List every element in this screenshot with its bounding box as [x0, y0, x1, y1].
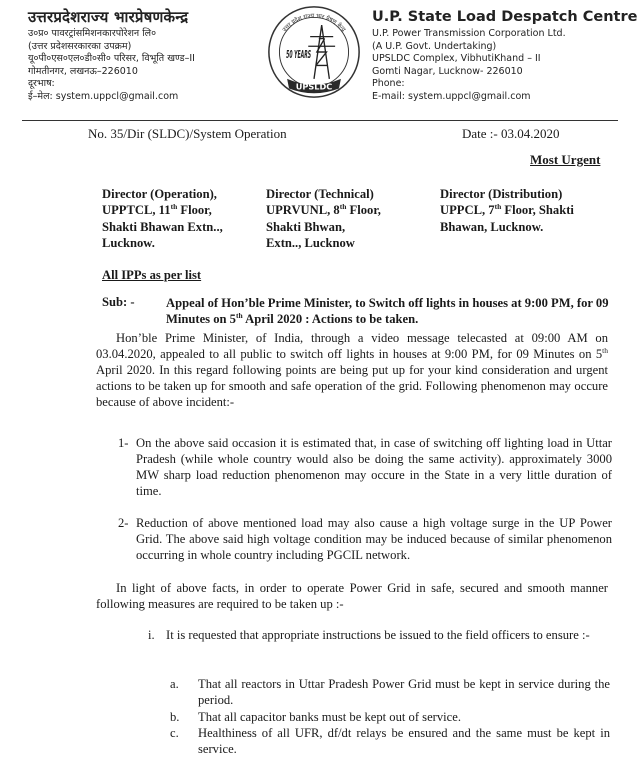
subitem-text: That all capacitor banks must be kept out of service. [198, 710, 461, 724]
addressee-operation [102, 186, 262, 252]
measure-subitem [170, 725, 610, 757]
addressee-line: Lucknow. [102, 236, 155, 251]
letterhead-hindi-line: (उत्तर प्रदेशसरकारका उपक्रम) [28, 40, 132, 52]
addressee-line: Bhawan, Lucknow. [440, 219, 544, 234]
subitem-text: Healthiness of all UFR, df/dt relays be ensured and the same must be kept in service. [198, 726, 610, 756]
measure-text: It is requested that appropriate instructions be issued to the field officers to ensure :- [166, 628, 590, 642]
addressee-distribution [440, 186, 626, 235]
letter-date: Date :- 03.04.2020 [462, 126, 560, 141]
subitem-letter: a. [170, 677, 179, 691]
logo-ring-text: उत्तर प्रदेश राज्य भार प्रेषण केन्द्र [281, 13, 347, 34]
addressee-title: Director (Distribution) [440, 187, 563, 201]
intro-paragraph: Hon’ble Prime Minister, of India, through a video message telecasted at 09:00 AM on 03.04.2020, appealed to all public to switch off lights in houses at 9:00 PM, for 09 Minutes on 5th April 2020. In this regard following points are being put up for your kind consideration and urgent actions to be taken up for smooth and safe operation of the grid. Following phenomenon may occure because of above incident:- [96, 331, 608, 409]
letterhead-hindi-line: दूरभाष: [28, 78, 55, 90]
letterhead-hindi-line: गोमतीनगर, लखनऊ–226010 [28, 65, 138, 77]
urgency-label: Most Urgent [530, 152, 601, 167]
letterhead-hindi [28, 6, 268, 104]
addressee-line: UPRVUNL, 8th Floor, [266, 202, 381, 218]
point-item [118, 515, 612, 563]
letterhead-hindi-line: यू०पी०एस०एल०डी०सी० परिसर, विभूति खण्ड–II [28, 53, 195, 65]
point-text: On the above said occasion it is estimated that, in case of switching off lighting load in Uttar Pradesh (while whole country would also be doing the same activity). approximately 3000 MW sharp load reduction phenomenon may occure in the State in a very little duration of time. [136, 436, 612, 498]
reference-number: No. 35/Dir (SLDC)/System Operation [88, 126, 287, 141]
measure-subitem [170, 709, 610, 725]
subitem-text: That all reactors in Uttar Pradesh Power Grid must be kept in service during the period. [198, 677, 610, 707]
subitem-letter: c. [170, 726, 179, 740]
letterhead-english-line: UPSLDC Complex, VibhutiKhand – II [372, 53, 541, 65]
upsldc-logo [266, 4, 362, 100]
letterhead-hindi-email: ई–मेल: system.uppcl@gmail.com [28, 90, 179, 102]
point-item [118, 435, 612, 499]
addressee-line: UPPTCL, 11th Floor, [102, 202, 212, 218]
letterhead-english-line: Gomti Nagar, Lucknow- 226010 [372, 65, 523, 77]
point-number: 1- [118, 436, 129, 450]
letterhead-english-line: Phone: [372, 78, 405, 90]
point-text: Reduction of above mentioned load may also cause a high voltage surge in the UP Power Grid. The above said high voltage condition may be induced because of similar phenomenon occurring in whole country including PGCIL network. [136, 516, 612, 562]
letterhead-english-line: U.P. Power Transmission Corporation Ltd. [372, 28, 566, 39]
measure-number: i. [148, 628, 155, 642]
measure-item [148, 627, 612, 659]
letterhead-hindi-title: उत्तरप्रदेशराज्य भारप्रेषणकेन्द्र [28, 8, 189, 26]
subject-text: Appeal of Hon’ble Prime Minister, to Switch off lights in houses at 9:00 PM, for 09 Minutes on 5th April 2020 : Actions to be taken. [166, 296, 609, 326]
logo-banner: UPSLDC [295, 81, 333, 92]
measures-intro: In light of above facts, in order to operate Power Grid in safe, secured and smooth manner following measures are required to be taken up :- [96, 581, 608, 611]
addressee-line: Shakti Bhawan Extn.., [102, 219, 223, 234]
addressee-title: Director (Operation), [102, 187, 217, 201]
subitem-letter: b. [170, 710, 180, 724]
letterhead-english-title: U.P. State Load Despatch Centre [372, 9, 638, 25]
header-divider [22, 120, 618, 121]
point-number: 2- [118, 516, 129, 530]
letterhead-english [372, 6, 638, 104]
letterhead-english-line: (A U.P. Govt. Undertaking) [372, 40, 497, 52]
addressee-line: Shakti Bhwan, [266, 219, 346, 234]
addressee-line: Extn.., Lucknow [266, 236, 355, 251]
letterhead-english-email: E-mail: system.uppcl@gmail.com [372, 90, 531, 102]
addressee-technical [266, 186, 436, 252]
measure-subitem [170, 676, 610, 708]
addressee-title: Director (Technical) [266, 187, 374, 201]
subject-label: Sub: - [102, 295, 135, 309]
copy-to-line: All IPPs as per list [102, 268, 202, 282]
addressee-line: UPPCL, 7th Floor, Shakti [440, 202, 574, 218]
logo-years: 50 YEARS [286, 48, 312, 61]
letterhead-hindi-line: उ०प्र० पावरट्रांसमिशनकारपोरेशन लि० [28, 28, 157, 39]
